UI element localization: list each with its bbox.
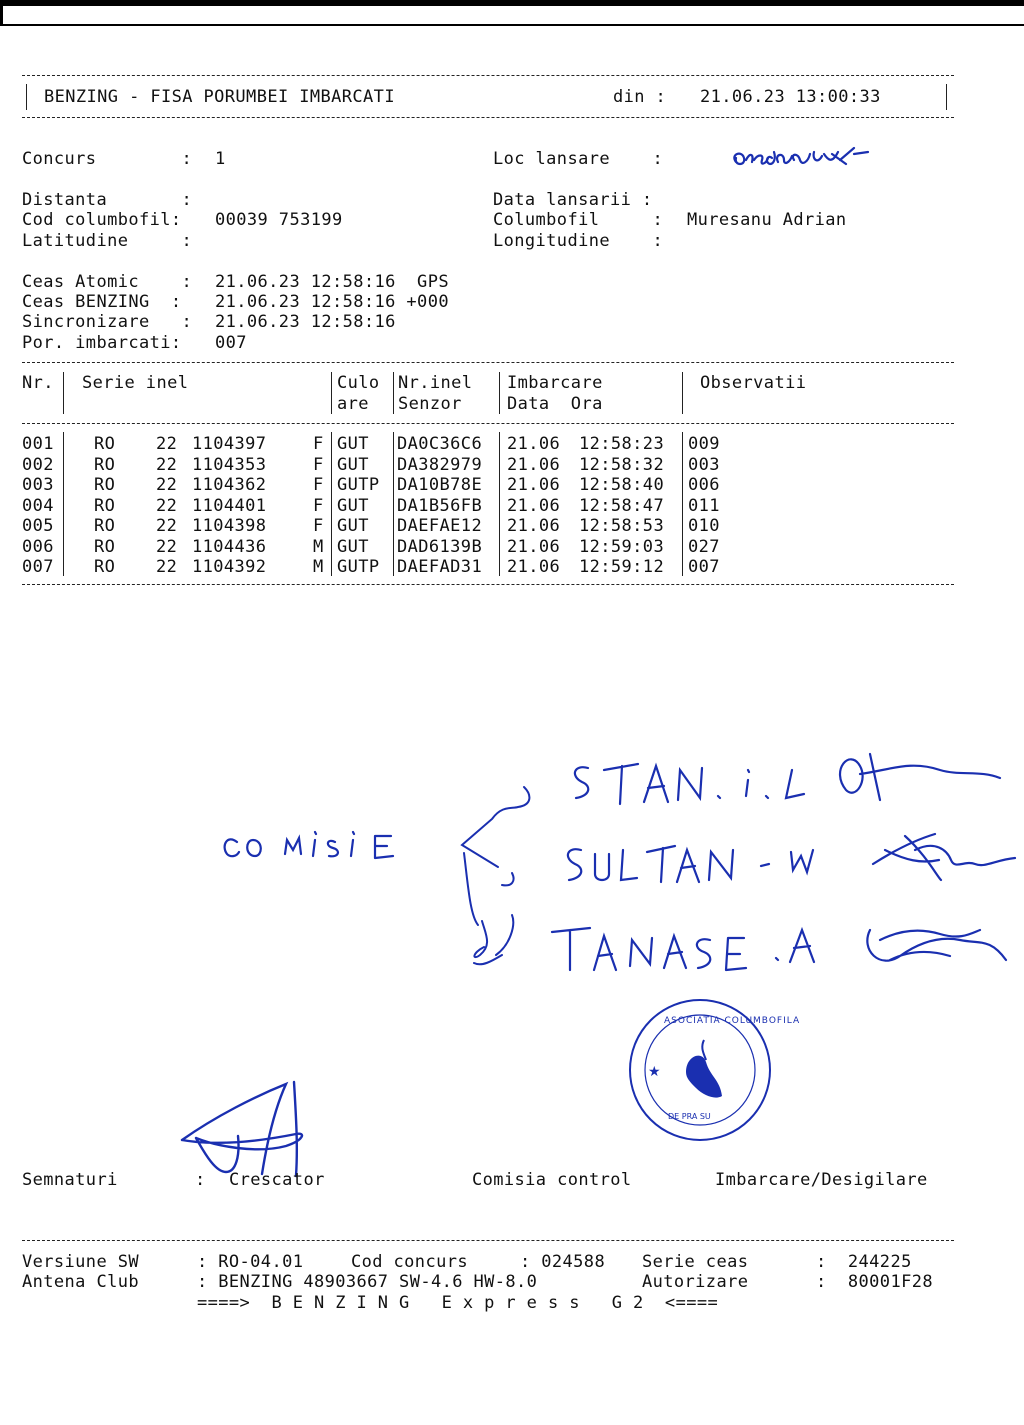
handwritten-name-1 [560, 740, 1010, 820]
serie-ceas-label: Serie ceas [642, 1252, 749, 1272]
latitudine-label: Latitudine : [22, 231, 193, 251]
por-imbarcati-value: 007 [215, 333, 247, 353]
cell-nr: 006 [22, 536, 54, 557]
sincronizare-label: Sincronizare : [22, 312, 193, 332]
comisia-control-label: Comisia control [472, 1170, 632, 1190]
cell-ora: 12:58:40 [579, 475, 665, 495]
cell-nr: 002 [22, 454, 54, 475]
col-header-serie: Serie inel [82, 373, 189, 393]
por-imbarcati-label: Por. imbarcati: [22, 333, 182, 353]
cell-sex: F [313, 495, 324, 516]
cell-senzor: DA382979 [397, 454, 483, 475]
cell-senzor: DAEFAE12 [397, 516, 483, 536]
cell-inel: 1104353 [192, 454, 267, 475]
cod-concurs-label: Cod concurs [351, 1252, 468, 1272]
stamp-bottom-text: DE PRA SU [668, 1112, 711, 1121]
cell-tara: RO [94, 434, 116, 454]
autorizare-label: Autorizare [642, 1272, 749, 1292]
cell-senzor: DA1B56FB [397, 495, 483, 516]
cell-observatii: 006 [688, 475, 720, 495]
cell-ora: 12:58:47 [579, 495, 665, 516]
table-body-sep-4 [499, 432, 500, 576]
col-header-senzor-2: Senzor [398, 394, 462, 414]
cell-nr: 004 [22, 495, 54, 516]
scan-top-edge [0, 0, 1024, 6]
cod-columbofil-label: Cod columbofil: [22, 210, 182, 230]
ceas-atomic-value: 21.06.23 12:58:16 GPS [215, 272, 449, 292]
table-col-sep-5 [682, 372, 683, 414]
cell-tara: RO [94, 536, 116, 557]
col-header-nr: Nr. [22, 373, 54, 393]
cell-culoare: GUT [337, 536, 369, 557]
antena-club-label: Antena Club [22, 1272, 139, 1292]
handwritten-brace [452, 775, 542, 975]
scan-fold-line [0, 24, 1024, 26]
cell-data: 21.06 [507, 516, 561, 536]
distanta-label: Distanta : [22, 190, 193, 210]
table-col-sep-2 [331, 372, 332, 414]
cell-sex: M [313, 557, 324, 577]
stamp-text: ASOCIATIA COLUMBOFILA [664, 1016, 801, 1026]
ceas-benzing-value: 21.06.23 12:58:16 +000 [215, 292, 449, 312]
handwritten-name-2 [555, 820, 1024, 900]
ceas-benzing-label: Ceas BENZING : [22, 292, 182, 312]
ceas-atomic-label: Ceas Atomic : [22, 272, 193, 292]
cell-observatii: 010 [688, 516, 720, 536]
cell-ora: 12:58:53 [579, 516, 665, 536]
cell-data: 21.06 [507, 557, 561, 577]
handwritten-name-3 [540, 900, 1020, 990]
table-body-sep-5 [682, 432, 683, 576]
table-bottom-rule [22, 584, 954, 585]
cell-ora: 12:58:23 [579, 434, 665, 454]
semnaturi-label: Semnaturi [22, 1170, 118, 1190]
scan-left-edge [0, 0, 3, 26]
cell-sex: F [313, 434, 324, 454]
cell-an: 22 [156, 454, 178, 475]
cell-data: 21.06 [507, 454, 561, 475]
cell-sex: F [313, 516, 324, 536]
antena-club-value: : BENZING 48903667 SW-4.6 HW-8.0 [197, 1272, 538, 1292]
cell-an: 22 [156, 475, 178, 495]
cell-data: 21.06 [507, 475, 561, 495]
cell-inel: 1104397 [192, 434, 267, 454]
imbarcare-desigilare-label: Imbarcare/Desigilare [715, 1170, 928, 1190]
header-din-label: din : [613, 87, 667, 107]
cell-sex: M [313, 536, 324, 557]
concurs-label: Concurs : [22, 149, 193, 169]
cell-nr: 003 [22, 475, 54, 495]
serie-ceas-value: : 244225 [816, 1252, 912, 1272]
cell-data: 21.06 [507, 434, 561, 454]
table-col-sep-1 [63, 372, 64, 414]
cell-senzor: DAEFAD31 [397, 557, 483, 577]
svg-text:★: ★ [648, 1064, 661, 1080]
cell-inel: 1104401 [192, 495, 267, 516]
cell-ora: 12:58:32 [579, 454, 665, 475]
cell-culoare: GUT [337, 454, 369, 475]
cell-tara: RO [94, 516, 116, 536]
handwritten-loc-lansare [728, 140, 878, 176]
col-header-imbarcare-2: Data Ora [507, 394, 603, 414]
cell-senzor: DA0C36C6 [397, 434, 483, 454]
table-body-sep-1 [63, 432, 64, 576]
cell-an: 22 [156, 536, 178, 557]
cell-sex: F [313, 454, 324, 475]
cell-observatii: 007 [688, 557, 720, 577]
cell-observatii: 009 [688, 434, 720, 454]
col-header-culoare-1: Culo [337, 373, 380, 393]
col-header-observatii: Observatii [700, 373, 807, 393]
cell-data: 21.06 [507, 495, 561, 516]
table-col-sep-3 [393, 372, 394, 414]
longitudine-label: Longitudine : [493, 231, 664, 251]
col-header-culoare-2: are [337, 394, 369, 414]
cell-senzor: DA10B78E [397, 475, 483, 495]
cell-culoare: GUT [337, 495, 369, 516]
header-top-rule [22, 75, 954, 76]
cell-an: 22 [156, 434, 178, 454]
columbofil-label: Columbofil : [493, 210, 664, 230]
cell-ora: 12:59:12 [579, 557, 665, 577]
cell-data: 21.06 [507, 536, 561, 557]
semnaturi-sep: : [195, 1170, 206, 1190]
autorizare-value: : 80001F28 [816, 1272, 933, 1292]
cell-inel: 1104392 [192, 557, 267, 577]
versiune-sw-label: Versiune SW [22, 1252, 139, 1272]
cell-observatii: 011 [688, 495, 720, 516]
cell-culoare: GUT [337, 516, 369, 536]
data-lansarii-label: Data lansarii : [493, 190, 653, 210]
cell-culoare: GUT [337, 434, 369, 454]
columbofil-value: Muresanu Adrian [687, 210, 847, 230]
footer-rule [22, 1240, 954, 1241]
cell-an: 22 [156, 557, 178, 577]
table-col-sep-4 [499, 372, 500, 414]
table-body-sep-3 [393, 432, 394, 576]
header-left-border [26, 84, 27, 110]
table-top-rule [22, 362, 954, 363]
table-header-rule [22, 423, 954, 424]
cod-columbofil-value: 00039 753199 [215, 210, 343, 230]
header-bottom-rule [22, 117, 954, 118]
sincronizare-value: 21.06.23 12:58:16 [215, 312, 396, 332]
cell-sex: F [313, 475, 324, 495]
concurs-value: 1 [215, 149, 226, 169]
cell-culoare: GUTP [337, 557, 380, 577]
cell-tara: RO [94, 557, 116, 577]
cell-nr: 005 [22, 516, 54, 536]
col-header-imbarcare-1: Imbarcare [507, 373, 603, 393]
cod-concurs-value: : 024588 [520, 1252, 606, 1272]
cell-culoare: GUTP [337, 475, 380, 495]
page-title: BENZING - FISA PORUMBEI IMBARCATI [44, 87, 395, 107]
cell-observatii: 027 [688, 536, 720, 557]
cell-an: 22 [156, 495, 178, 516]
header-din-value: 21.06.23 13:00:33 [700, 87, 881, 107]
handwritten-comisie [215, 812, 425, 872]
col-header-senzor-1: Nr.inel [398, 373, 473, 393]
cell-tara: RO [94, 454, 116, 475]
cell-ora: 12:59:03 [579, 536, 665, 557]
crescator-label: Crescator [229, 1170, 325, 1190]
benzing-express-banner: ====> B E N Z I N G E x p r e s s G 2 <==== [197, 1293, 719, 1313]
versiune-sw-value: : RO-04.01 [197, 1252, 304, 1272]
table-body-sep-2 [331, 432, 332, 576]
cell-tara: RO [94, 475, 116, 495]
header-right-border [946, 84, 947, 110]
cell-an: 22 [156, 516, 178, 536]
cell-nr: 001 [22, 434, 54, 454]
cell-inel: 1104436 [192, 536, 267, 557]
cell-inel: 1104398 [192, 516, 267, 536]
cell-tara: RO [94, 495, 116, 516]
loc-lansare-label: Loc lansare : [493, 149, 664, 169]
cell-observatii: 003 [688, 454, 720, 475]
cell-nr: 007 [22, 557, 54, 577]
cell-senzor: DAD6139B [397, 536, 483, 557]
cell-inel: 1104362 [192, 475, 267, 495]
